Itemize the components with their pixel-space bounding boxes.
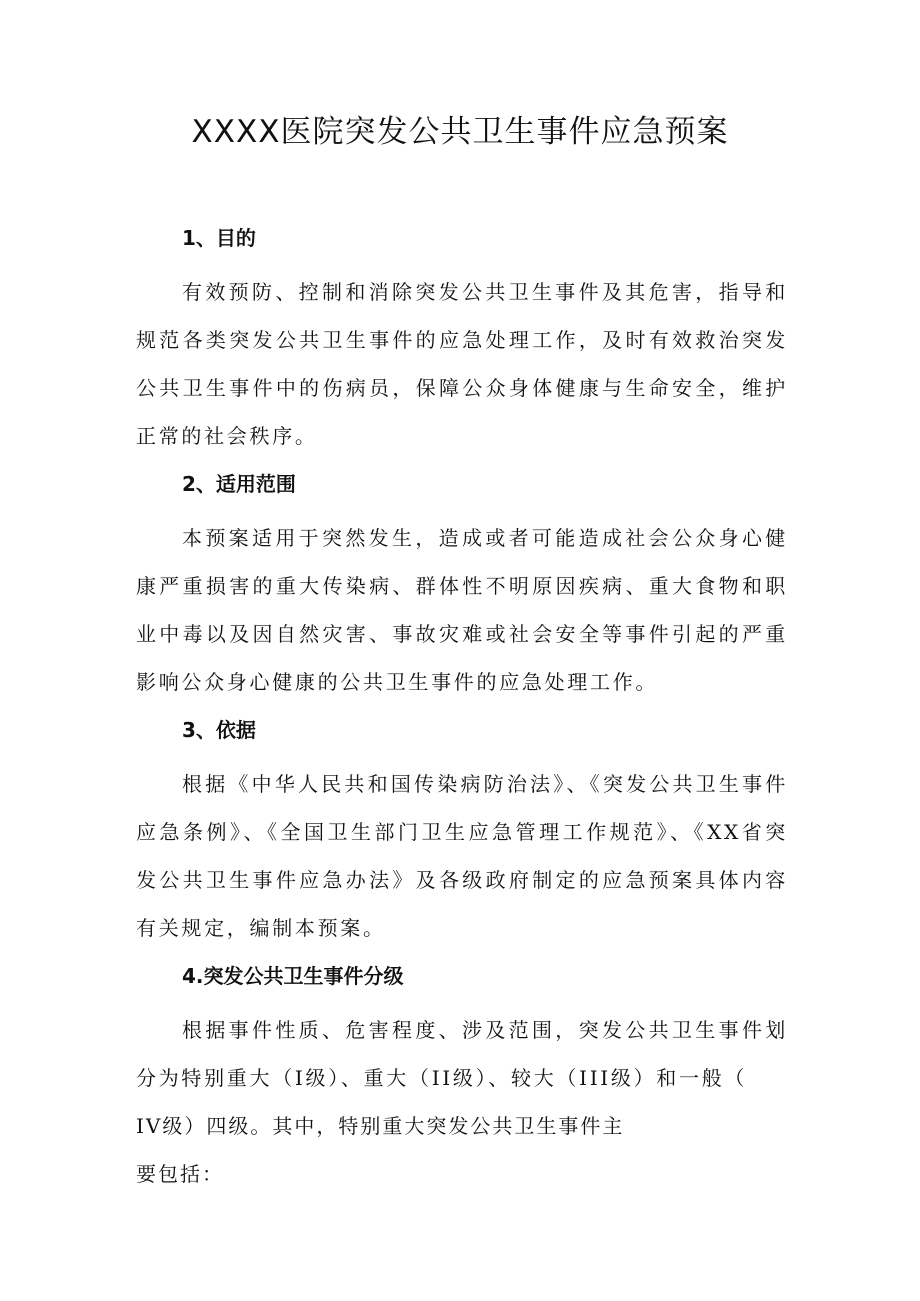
- document-title: XXXX医院突发公共卫生事件应急预案: [191, 114, 729, 150]
- document-body: [136, 220, 788, 1198]
- section-basis: [136, 712, 788, 952]
- section-heading: 2、适用范围: [182, 472, 296, 496]
- section-paragraph-last-line: IV级）四级。其中，特别重大突发公共卫生事件主: [136, 1114, 625, 1138]
- section-paragraph: 根据事件性质、危害程度、涉及范围，突发公共卫生事件划分为特别重大（I级）、重大（II级）、较大（III级）和一般（: [136, 1018, 788, 1090]
- section-paragraph: 根据《中华人民共和国传染病防治法》、《突发公共卫生事件应急条例》、《全国卫生部门卫生应急管理工作规范》、《XX省突发公共卫生事件应急办法》及各级政府制定的应急预案具体内容有关规定，编制本预案。: [136, 772, 788, 940]
- section-heading: 1、目的: [182, 226, 256, 250]
- section-heading: 3、依据: [182, 718, 256, 742]
- section-heading: 4.突发公共卫生事件分级: [182, 964, 404, 988]
- section-paragraph-tail: 要包括：: [136, 1162, 224, 1186]
- section-classification: [136, 958, 788, 1198]
- section-scope: [136, 466, 788, 706]
- section-paragraph: 本预案适用于突然发生，造成或者可能造成社会公众身心健康严重损害的重大传染病、群体性不明原因疾病、重大食物和职业中毒以及因自然灾害、事故灾难或社会安全等事件引起的严重影响公众身心健康的公共卫生事件的应急处理工作。: [136, 526, 788, 694]
- section-paragraph: 有效预防、控制和消除突发公共卫生事件及其危害，指导和规范各类突发公共卫生事件的应急处理工作，及时有效救治突发公共卫生事件中的伤病员，保障公众身体健康与生命安全，维护正常的社会秩序。: [136, 280, 788, 448]
- section-purpose: [136, 220, 788, 460]
